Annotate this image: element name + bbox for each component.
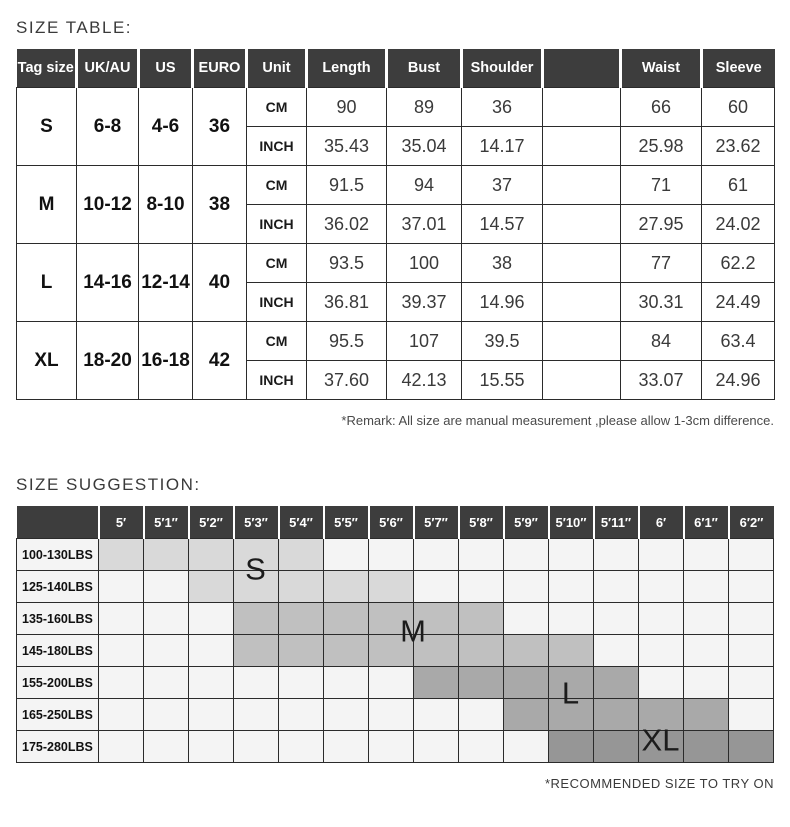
unit-label: CM (247, 88, 307, 127)
suggestion-cell (504, 731, 549, 763)
size-band-label-s: S (245, 551, 266, 587)
suggestion-cell-l-shaded (639, 699, 684, 731)
suggestion-cell (639, 571, 684, 603)
suggestion-cell (99, 699, 144, 731)
height-header-11: 5′11″ (594, 506, 639, 539)
suggestion-cell-m-shaded (279, 635, 324, 667)
sleeve-value: 24.49 (702, 283, 775, 322)
size-row-xl-cm (17, 322, 775, 361)
suggestion-cell-l-shaded (684, 699, 729, 731)
bust-value: 37.01 (387, 205, 462, 244)
us-value: 4-6 (139, 88, 193, 166)
weight-label: 165-250LBS (17, 699, 99, 731)
suggestion-cell (504, 571, 549, 603)
suggestion-cell (99, 667, 144, 699)
suggestion-cell (729, 699, 774, 731)
suggestion-cell (279, 699, 324, 731)
suggestion-cell (234, 699, 279, 731)
suggestion-cell-m-shaded (504, 635, 549, 667)
suggestion-cell-l-shaded (414, 667, 459, 699)
unit-label: INCH (247, 283, 307, 322)
column-header-waist: Waist (621, 49, 702, 88)
suggestion-cell-l-shaded (459, 667, 504, 699)
suggestion-cell (189, 731, 234, 763)
height-header-13: 6′1″ (684, 506, 729, 539)
weight-row-155-200lbs (17, 667, 774, 699)
height-header-14: 6′2″ (729, 506, 774, 539)
height-header-2: 5′2″ (189, 506, 234, 539)
size-suggestion-body (17, 539, 774, 763)
column-header-euro: EURO (193, 49, 247, 88)
unit-label: CM (247, 244, 307, 283)
suggestion-cell (684, 667, 729, 699)
suggestion-cell-l-shaded (594, 667, 639, 699)
uk-au-value: 14-16 (77, 244, 139, 322)
euro-value: 40 (193, 244, 247, 322)
suggestion-cell (369, 699, 414, 731)
weight-label: 100-130LBS (17, 539, 99, 571)
suggestion-cell (414, 539, 459, 571)
suggestion-cell (369, 539, 414, 571)
spacer-cell (543, 166, 621, 205)
waist-value: 71 (621, 166, 702, 205)
measurement-remark: *Remark: All size are manual measurement ,please allow 1-3cm difference. (341, 413, 774, 428)
unit-label: INCH (247, 361, 307, 400)
suggestion-cell (324, 699, 369, 731)
suggestion-cell-l-shaded (594, 699, 639, 731)
waist-value: 27.95 (621, 205, 702, 244)
suggestion-cell-m-shaded (459, 603, 504, 635)
column-header-us: US (139, 49, 193, 88)
size-row-s-cm (17, 88, 775, 127)
height-header-1: 5′1″ (144, 506, 189, 539)
length-value: 91.5 (307, 166, 387, 205)
shoulder-value: 37 (462, 166, 543, 205)
us-value: 12-14 (139, 244, 193, 322)
sleeve-value: 23.62 (702, 127, 775, 166)
bust-value: 39.37 (387, 283, 462, 322)
suggestion-cell-s-shaded (189, 571, 234, 603)
shoulder-value: 15.55 (462, 361, 543, 400)
suggestion-cell (639, 603, 684, 635)
sleeve-value: 24.02 (702, 205, 775, 244)
size-suggestion-heading: SIZE SUGGESTION: (16, 475, 201, 494)
waist-value: 25.98 (621, 127, 702, 166)
spacer-cell (543, 283, 621, 322)
shoulder-value: 36 (462, 88, 543, 127)
suggestion-cell-xl-shaded (729, 731, 774, 763)
sleeve-value: 60 (702, 88, 775, 127)
suggestion-cell-xl-shaded (639, 731, 684, 763)
column-header-sleeve: Sleeve (702, 49, 775, 88)
suggestion-cell (99, 731, 144, 763)
weight-row-100-130lbs (17, 539, 774, 571)
unit-label: CM (247, 166, 307, 205)
weight-row-135-160lbs (17, 603, 774, 635)
euro-value: 38 (193, 166, 247, 244)
waist-value: 33.07 (621, 361, 702, 400)
suggestion-cell (639, 667, 684, 699)
suggestion-cell-l-shaded (504, 667, 549, 699)
column-header-shoulder: Shoulder (462, 49, 543, 88)
weight-label: 135-160LBS (17, 603, 99, 635)
height-header-3: 5′3″ (234, 506, 279, 539)
suggestion-cell (279, 731, 324, 763)
suggestion-cell (639, 635, 684, 667)
tag-size-value: XL (17, 322, 77, 400)
suggestion-cell-l-shaded (549, 699, 594, 731)
bust-value: 100 (387, 244, 462, 283)
size-band-label-l: L (561, 675, 580, 711)
shoulder-value: 14.96 (462, 283, 543, 322)
weight-row-165-250lbs (17, 699, 774, 731)
weight-row-175-280lbs (17, 731, 774, 763)
suggestion-cell (504, 603, 549, 635)
suggestion-cell (684, 539, 729, 571)
length-value: 36.02 (307, 205, 387, 244)
weight-label: 125-140LBS (17, 571, 99, 603)
suggestion-cell (324, 667, 369, 699)
height-header-spacer (17, 506, 99, 539)
suggestion-cell-s-shaded (279, 539, 324, 571)
length-value: 90 (307, 88, 387, 127)
suggestion-cell (279, 667, 324, 699)
suggestion-cell-m-shaded (414, 635, 459, 667)
height-header-7: 5′7″ (414, 506, 459, 539)
bust-value: 107 (387, 322, 462, 361)
suggestion-cell (189, 603, 234, 635)
spacer-cell (543, 127, 621, 166)
unit-label: INCH (247, 205, 307, 244)
size-row-m-cm (17, 166, 775, 205)
tag-size-value: S (17, 88, 77, 166)
size-table (16, 49, 775, 400)
bust-value: 35.04 (387, 127, 462, 166)
height-header-6: 5′6″ (369, 506, 414, 539)
height-header-4: 5′4″ (279, 506, 324, 539)
suggestion-cell (414, 699, 459, 731)
suggestion-cell-s-shaded (144, 539, 189, 571)
suggestion-cell-xl-shaded (549, 731, 594, 763)
shoulder-value: 39.5 (462, 322, 543, 361)
shoulder-value: 38 (462, 244, 543, 283)
column-header-tag-size: Tag size (17, 49, 77, 88)
suggestion-cell-l-shaded (504, 699, 549, 731)
uk-au-value: 6-8 (77, 88, 139, 166)
weight-row-145-180lbs (17, 635, 774, 667)
waist-value: 84 (621, 322, 702, 361)
euro-value: 36 (193, 88, 247, 166)
suggestion-cell-m-shaded (234, 635, 279, 667)
length-value: 36.81 (307, 283, 387, 322)
length-value: 35.43 (307, 127, 387, 166)
waist-value: 66 (621, 88, 702, 127)
size-row-l-cm (17, 244, 775, 283)
suggestion-cell (144, 635, 189, 667)
bust-value: 94 (387, 166, 462, 205)
height-header-8: 5′8″ (459, 506, 504, 539)
size-band-label-m: M (400, 613, 426, 649)
column-header-spacer (543, 49, 621, 88)
height-header-5: 5′5″ (324, 506, 369, 539)
euro-value: 42 (193, 322, 247, 400)
suggestion-cell (144, 699, 189, 731)
suggestion-cell (594, 603, 639, 635)
suggestion-cell-s-shaded (234, 571, 279, 603)
suggestion-cell (99, 635, 144, 667)
suggestion-cell-m-shaded (234, 603, 279, 635)
suggestion-cell (234, 667, 279, 699)
suggestion-cell (144, 571, 189, 603)
suggestion-cell (459, 571, 504, 603)
column-header-length: Length (307, 49, 387, 88)
uk-au-value: 18-20 (77, 322, 139, 400)
suggestion-cell (639, 539, 684, 571)
suggestion-cell-s-shaded (234, 539, 279, 571)
suggestion-cell (324, 539, 369, 571)
suggestion-cell (144, 731, 189, 763)
suggestion-cell (594, 539, 639, 571)
weight-label: 145-180LBS (17, 635, 99, 667)
sleeve-value: 24.96 (702, 361, 775, 400)
column-header-uk-au: UK/AU (77, 49, 139, 88)
spacer-cell (543, 244, 621, 283)
suggestion-cell-m-shaded (414, 603, 459, 635)
size-table-header-row (17, 49, 775, 88)
suggestion-cell (549, 539, 594, 571)
spacer-cell (543, 361, 621, 400)
waist-value: 77 (621, 244, 702, 283)
us-value: 16-18 (139, 322, 193, 400)
suggestion-cell-s-shaded (279, 571, 324, 603)
suggestion-cell-m-shaded (324, 635, 369, 667)
suggestion-cell (99, 603, 144, 635)
height-header-10: 5′10″ (549, 506, 594, 539)
weight-label: 175-280LBS (17, 731, 99, 763)
suggestion-cell (414, 731, 459, 763)
suggestion-cell (414, 571, 459, 603)
length-value: 37.60 (307, 361, 387, 400)
suggestion-cell (459, 731, 504, 763)
suggestion-cell (189, 635, 234, 667)
suggestion-cell-s-shaded (324, 571, 369, 603)
suggestion-cell (684, 571, 729, 603)
recommended-size-footnote: *RECOMMENDED SIZE TO TRY ON (544, 776, 774, 791)
length-value: 93.5 (307, 244, 387, 283)
suggestion-cell (729, 667, 774, 699)
sleeve-value: 62.2 (702, 244, 775, 283)
shoulder-value: 14.57 (462, 205, 543, 244)
suggestion-cell (684, 603, 729, 635)
suggestion-cell (144, 667, 189, 699)
suggestion-cell (684, 635, 729, 667)
suggestion-cell (729, 571, 774, 603)
suggestion-cell (729, 635, 774, 667)
unit-label: CM (247, 322, 307, 361)
tag-size-value: M (17, 166, 77, 244)
suggestion-cell (234, 731, 279, 763)
height-header-row (17, 506, 774, 539)
column-header-bust: Bust (387, 49, 462, 88)
column-header-unit: Unit (247, 49, 307, 88)
suggestion-cell-xl-shaded (684, 731, 729, 763)
suggestion-cell (99, 571, 144, 603)
suggestion-cell (459, 699, 504, 731)
suggestion-cell (549, 603, 594, 635)
suggestion-cell (189, 699, 234, 731)
suggestion-cell (504, 539, 549, 571)
suggestion-cell (729, 603, 774, 635)
sleeve-value: 63.4 (702, 322, 775, 361)
suggestion-cell-s-shaded (189, 539, 234, 571)
size-table-heading: SIZE TABLE: (16, 18, 133, 37)
bust-value: 89 (387, 88, 462, 127)
height-header-0: 5′ (99, 506, 144, 539)
suggestion-cell (369, 731, 414, 763)
suggestion-cell-s-shaded (369, 571, 414, 603)
weight-label: 155-200LBS (17, 667, 99, 699)
tag-size-value: L (17, 244, 77, 322)
size-suggestion-table (16, 506, 774, 763)
height-header-12: 6′ (639, 506, 684, 539)
suggestion-cell-xl-shaded (594, 731, 639, 763)
suggestion-cell (144, 603, 189, 635)
spacer-cell (543, 88, 621, 127)
bust-value: 42.13 (387, 361, 462, 400)
suggestion-cell (549, 571, 594, 603)
height-header-9: 5′9″ (504, 506, 549, 539)
suggestion-cell-m-shaded (369, 635, 414, 667)
sleeve-value: 61 (702, 166, 775, 205)
suggestion-cell (729, 539, 774, 571)
suggestion-cell-m-shaded (369, 603, 414, 635)
shoulder-value: 14.17 (462, 127, 543, 166)
length-value: 95.5 (307, 322, 387, 361)
suggestion-cell-s-shaded (99, 539, 144, 571)
suggestion-cell-l-shaded (549, 667, 594, 699)
suggestion-cell (459, 539, 504, 571)
waist-value: 30.31 (621, 283, 702, 322)
suggestion-cell-m-shaded (279, 603, 324, 635)
suggestion-cell-m-shaded (459, 635, 504, 667)
suggestion-cell-m-shaded (549, 635, 594, 667)
unit-label: INCH (247, 127, 307, 166)
suggestion-cell (189, 667, 234, 699)
suggestion-cell (324, 731, 369, 763)
suggestion-cell-m-shaded (324, 603, 369, 635)
suggestion-cell (594, 635, 639, 667)
spacer-cell (543, 322, 621, 361)
size-suggestion-grid-wrapper (16, 506, 773, 763)
suggestion-cell (369, 667, 414, 699)
uk-au-value: 10-12 (77, 166, 139, 244)
size-band-label-xl: XL (641, 722, 680, 757)
spacer-cell (543, 205, 621, 244)
us-value: 8-10 (139, 166, 193, 244)
suggestion-cell (594, 571, 639, 603)
size-table-body (17, 88, 775, 400)
weight-row-125-140lbs (17, 571, 774, 603)
